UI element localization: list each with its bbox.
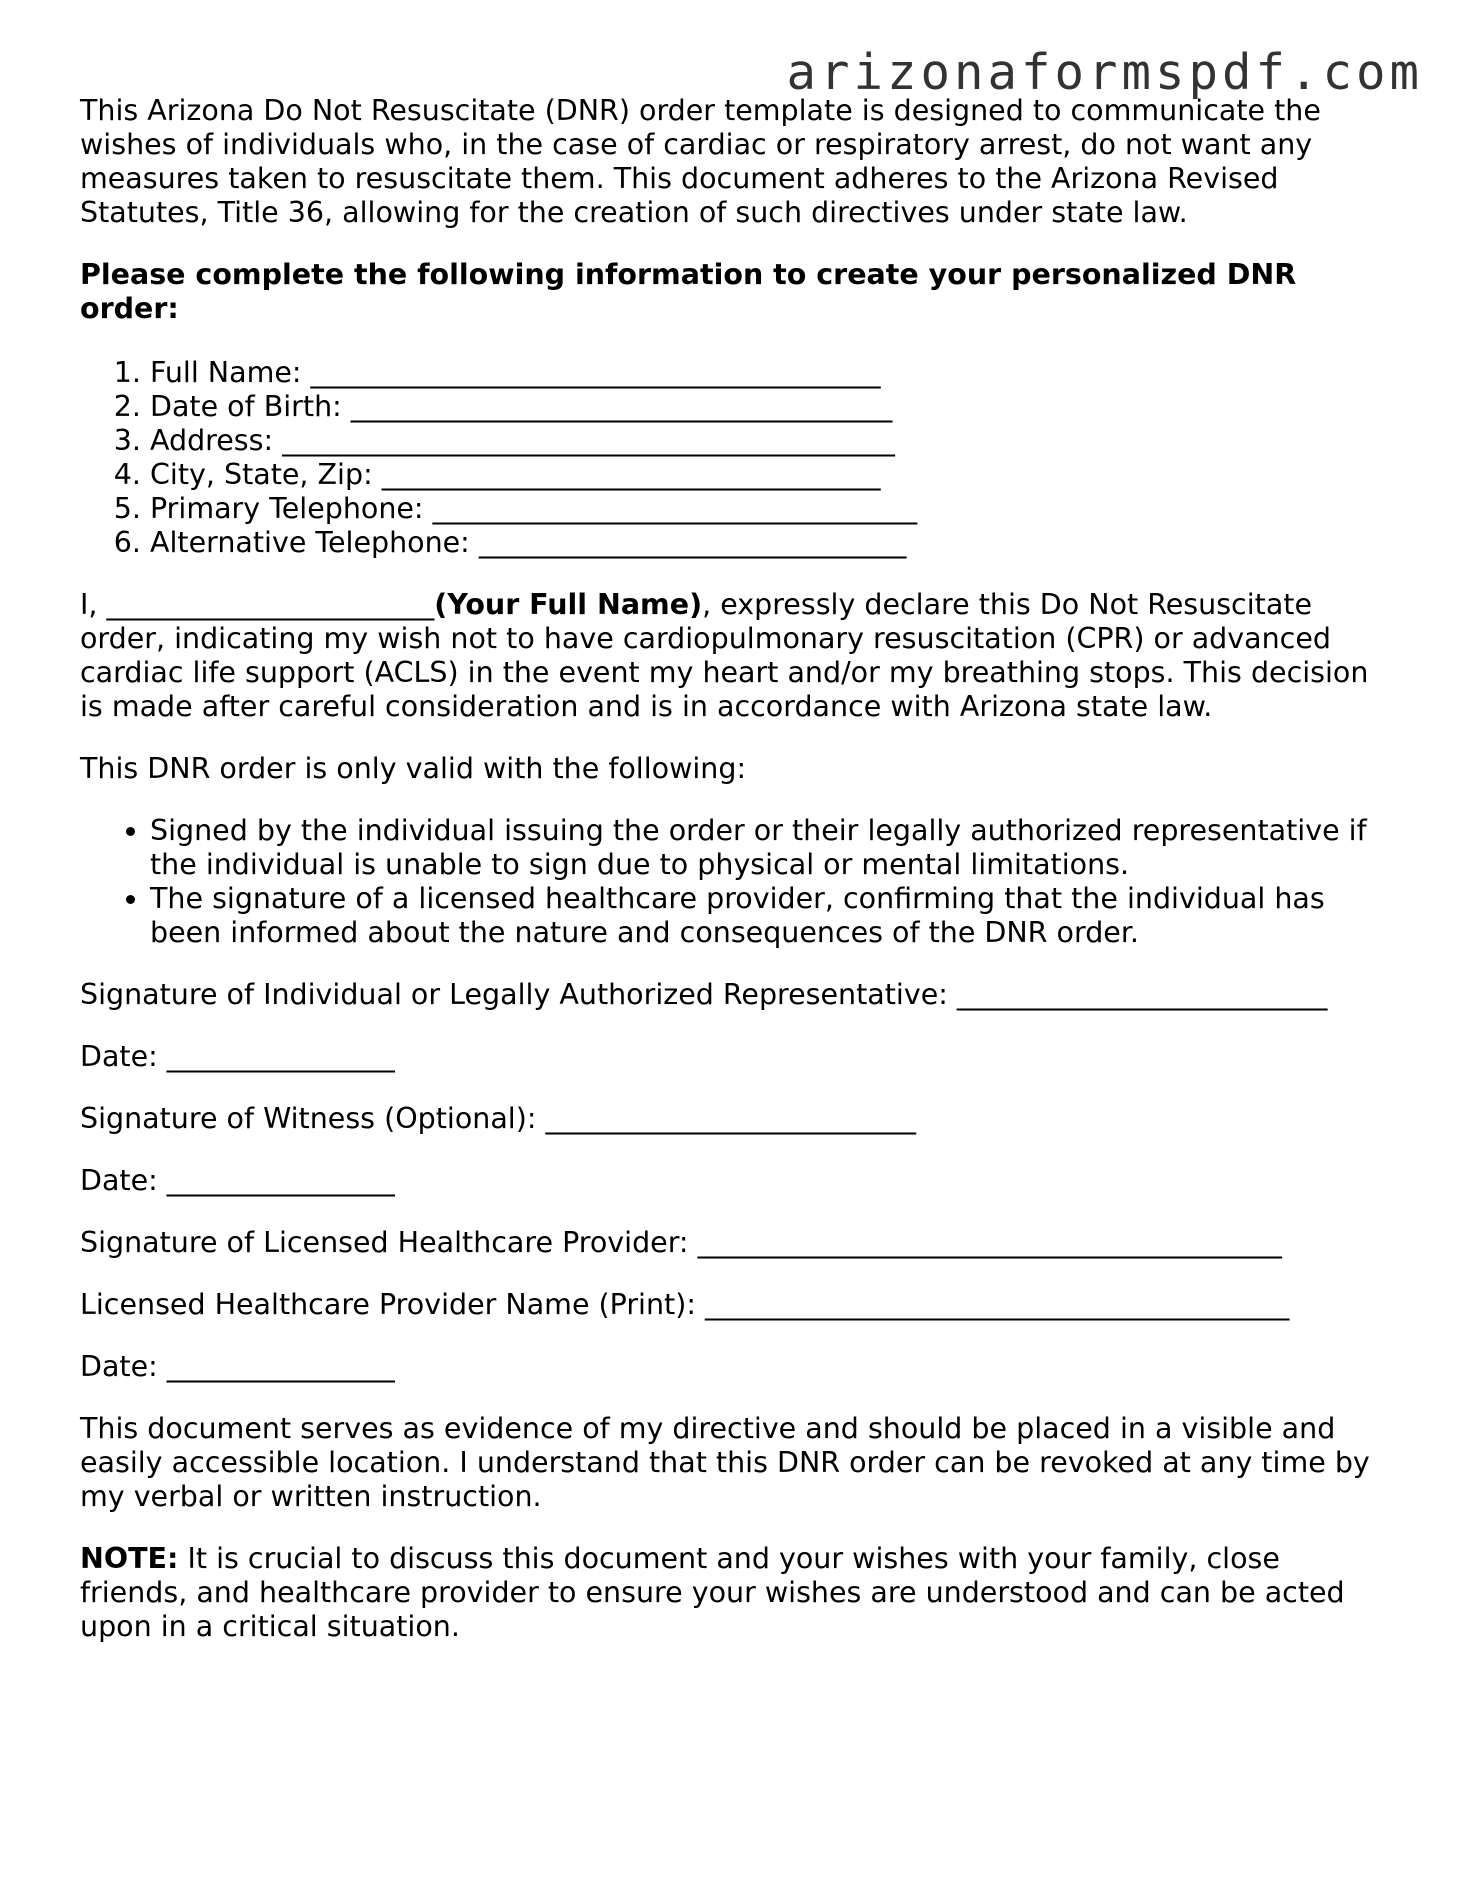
- declaration-prefix: I,: [80, 588, 107, 621]
- note-paragraph: [80, 1542, 1380, 1644]
- condition-item: • The signature of a licensed healthcare provider, confirming that the individual has been informed about the nature and consequences of the DNR order.: [150, 882, 1380, 950]
- document-body: [80, 94, 1380, 1672]
- witness-date-line[interactable]: Date: ________________: [80, 1164, 395, 1197]
- validity-conditions-list: [80, 814, 1380, 950]
- provider-signature-line[interactable]: Signature of Licensed Healthcare Provider: _________________________________________: [80, 1226, 1282, 1259]
- field-date-of-birth[interactable]: 2. Date of Birth: ______________________________________: [150, 390, 1380, 424]
- personal-info-list: [80, 356, 1380, 560]
- provider-date-line[interactable]: Date: ________________: [80, 1350, 395, 1383]
- condition-item: • Signed by the individual issuing the order or their legally authorized representative if the individual is unable to sign due to physical or mental limitations.: [150, 814, 1380, 882]
- individual-date-line[interactable]: Date: ________________: [80, 1040, 395, 1073]
- validity-intro: This DNR order is only valid with the following:: [80, 752, 747, 785]
- declaration-text: , expressly declare this Do Not Resuscitate order, indicating my wish not to have cardiopulmonary resuscitation (CPR) or advanced cardiac life support (ACLS) in the event my heart and/or my breathing stops. This decision is made after careful consideration and is in accordance with Arizona state law.: [80, 588, 1369, 723]
- field-primary-telephone[interactable]: 5. Primary Telephone: __________________________________: [150, 492, 1380, 526]
- intro-paragraph: This Arizona Do Not Resuscitate (DNR) order template is designed to communicate the wishes of individuals who, in the case of cardiac or respiratory arrest, do not want any measures taken to resuscitate them. This document adheres to the Arizona Revised Statutes, Title 36, allowing for the creation of such directives under state law.: [80, 94, 1321, 229]
- evidence-paragraph: This document serves as evidence of my directive and should be placed in a visible and easily accessible location. I understand that this DNR order can be revoked at any time by my verbal or written instruction.: [80, 1412, 1370, 1513]
- individual-signature-line[interactable]: Signature of Individual or Legally Authorized Representative: __________________________: [80, 978, 1328, 1011]
- field-full-name[interactable]: 1. Full Name: ________________________________________: [150, 356, 1380, 390]
- instructions-heading: Please complete the following information to create your personalized DNR order:: [80, 258, 1297, 325]
- witness-signature-line[interactable]: Signature of Witness (Optional): __________________________: [80, 1102, 916, 1135]
- note-label: NOTE:: [80, 1542, 179, 1575]
- field-address[interactable]: 3. Address: ___________________________________________: [150, 424, 1380, 458]
- declaration-paragraph: [80, 588, 1380, 724]
- field-city-state-zip[interactable]: 4. City, State, Zip: ___________________________________: [150, 458, 1380, 492]
- provider-name-line[interactable]: Licensed Healthcare Provider Name (Print): _________________________________________: [80, 1288, 1290, 1321]
- declaration-name-blank[interactable]: _______________________: [106, 588, 435, 621]
- declaration-name-label: (Your Full Name): [434, 588, 703, 621]
- watermark: arizonaformspdf.com: [786, 44, 1423, 101]
- field-alternative-telephone[interactable]: 6. Alternative Telephone: ______________________________: [150, 526, 1380, 560]
- note-text: It is crucial to discuss this document and your wishes with your family, close friends, and healthcare provider to ensure your wishes are understood and can be acted upon in a critical situation.: [80, 1542, 1345, 1643]
